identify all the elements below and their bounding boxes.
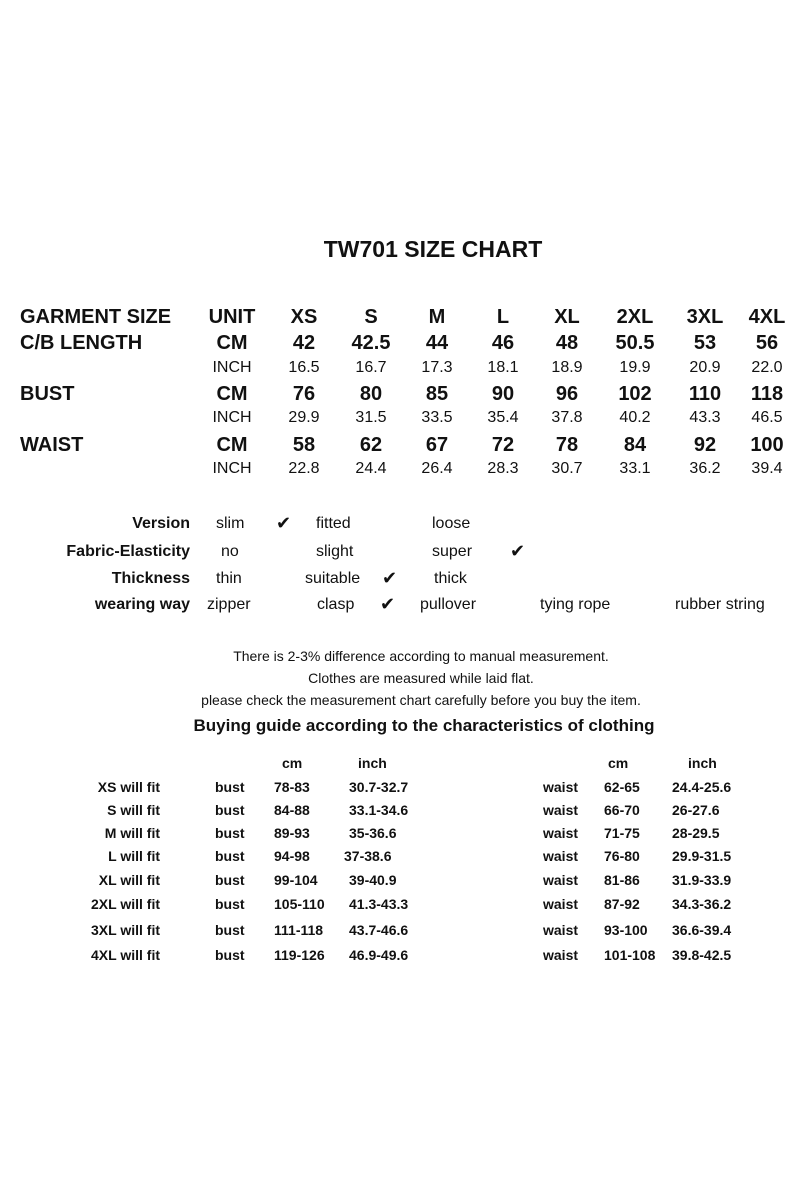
value-cell: 72 (491, 434, 515, 456)
check-icon: ✔ (382, 568, 398, 588)
guide-waist-inch: 39.8-42.5 (672, 947, 732, 963)
value-cell: 85 (425, 383, 449, 405)
guide-bust-label: bust (215, 848, 245, 864)
value-cell: 35.4 (487, 409, 519, 426)
value-cell: 28.3 (487, 460, 519, 477)
guide-bust-label: bust (215, 779, 245, 795)
guide-bust-label: bust (215, 872, 245, 888)
guide-waist-cm: 93-100 (604, 922, 648, 938)
value-cell: 22.8 (288, 460, 320, 477)
guide-size: S will fit (107, 802, 160, 818)
value-cell: 19.9 (619, 359, 651, 376)
note-measurement-difference: There is 2-3% difference according to manual measurement. (233, 648, 609, 664)
guide-bust-cm: 78-83 (274, 779, 310, 795)
guide-waist-label: waist (543, 779, 579, 795)
unit-cm: CM (216, 332, 248, 354)
guide-bust-label: bust (215, 802, 245, 818)
value-cell: 16.7 (355, 359, 387, 376)
guide-waist-inch: 36.6-39.4 (672, 922, 732, 938)
guide-waist-cm: 66-70 (604, 802, 640, 818)
unit-cm: CM (216, 383, 248, 405)
row-label-cb-length: C/B LENGTH (20, 332, 143, 354)
value-cell: 42.5 (351, 332, 391, 354)
value-cell: 33.1 (619, 460, 651, 477)
value-cell: 100 (750, 434, 784, 456)
guide-bust-inch: 46.9-49.6 (349, 947, 409, 963)
guide-waist-cm: 71-75 (604, 825, 640, 841)
guide-waist-label: waist (543, 802, 579, 818)
guide-waist-inch: 24.4-25.6 (672, 779, 732, 795)
guide-bust-cm: 84-88 (274, 802, 310, 818)
value-cell: 44 (425, 332, 449, 354)
guide-waist-inch: 34.3-36.2 (672, 896, 732, 912)
guide-bust-inch: 37-38.6 (344, 848, 392, 864)
guide-waist-label: waist (543, 922, 579, 938)
guide-waist-label: waist (543, 896, 579, 912)
guide-waist-cm: 62-65 (604, 779, 640, 795)
value-cell: 42 (292, 332, 316, 354)
value-cell: 30.7 (551, 460, 583, 477)
value-cell: 18.9 (551, 359, 583, 376)
value-cell: 96 (555, 383, 579, 405)
value-cell: 40.2 (619, 409, 651, 426)
value-cell: 80 (359, 383, 383, 405)
buying-guide-title: Buying guide according to the characteristics of clothing (193, 716, 655, 735)
guide-bust-cm: 111-118 (274, 922, 324, 938)
header-size-s: S (364, 306, 378, 328)
value-cell: 22.0 (751, 359, 783, 376)
header-size-xl: XL (554, 306, 580, 328)
value-cell: 92 (693, 434, 717, 456)
col-header-cm: cm (608, 755, 629, 771)
value-cell: 17.3 (421, 359, 453, 376)
char-label-version: Version (132, 515, 190, 532)
value-cell: 84 (623, 434, 647, 456)
guide-waist-cm: 87-92 (604, 896, 640, 912)
char-label-thickness: Thickness (111, 570, 190, 587)
guide-waist-inch: 31.9-33.9 (672, 872, 732, 888)
option-slight: slight (316, 543, 354, 560)
header-size-xs: XS (290, 306, 318, 328)
value-cell: 102 (618, 383, 652, 405)
value-cell: 78 (555, 434, 579, 456)
row-label-waist: WAIST (20, 434, 84, 456)
option-fitted: fitted (316, 515, 351, 532)
guide-waist-cm: 81-86 (604, 872, 640, 888)
header-unit: UNIT (208, 306, 256, 328)
value-cell: 118 (750, 383, 784, 405)
guide-size: XS will fit (97, 779, 160, 795)
option-super: super (432, 543, 473, 560)
value-cell: 31.5 (355, 409, 387, 426)
guide-waist-inch: 26-27.6 (672, 802, 720, 818)
check-icon: ✔ (380, 594, 396, 614)
check-icon: ✔ (510, 541, 526, 561)
value-cell: 18.1 (487, 359, 519, 376)
col-header-cm: cm (282, 755, 303, 771)
value-cell: 39.4 (751, 460, 783, 477)
value-cell: 26.4 (421, 460, 453, 477)
option-loose: loose (432, 515, 471, 532)
unit-inch: INCH (212, 460, 252, 477)
guide-bust-inch: 39-40.9 (349, 872, 397, 888)
guide-bust-label: bust (215, 825, 245, 841)
value-cell: 48 (555, 332, 579, 354)
note-laid-flat: Clothes are measured while laid flat. (308, 670, 534, 686)
header-size-2xl: 2XL (616, 306, 654, 328)
guide-bust-label: bust (215, 922, 245, 938)
guide-size: L will fit (108, 848, 160, 864)
option-clasp: clasp (317, 596, 355, 613)
value-cell: 24.4 (355, 460, 387, 477)
guide-waist-label: waist (543, 947, 579, 963)
value-cell: 90 (491, 383, 515, 405)
char-label-wearing-way: wearing way (94, 596, 190, 613)
guide-waist-cm: 101-108 (604, 947, 656, 963)
guide-size: 2XL will fit (91, 896, 160, 912)
value-cell: 76 (292, 383, 316, 405)
row-label-bust: BUST (20, 383, 75, 405)
value-cell: 62 (359, 434, 383, 456)
guide-waist-label: waist (543, 872, 579, 888)
col-header-inch: inch (688, 755, 717, 771)
unit-inch: INCH (212, 409, 252, 426)
option-thick: thick (434, 570, 467, 587)
guide-bust-inch: 43.7-46.6 (349, 922, 409, 938)
option-pullover: pullover (420, 596, 477, 613)
value-cell: 46.5 (751, 409, 783, 426)
option-thin: thin (216, 570, 242, 587)
guide-size: M will fit (104, 825, 160, 841)
option-slim: slim (216, 515, 245, 532)
guide-waist-cm: 76-80 (604, 848, 640, 864)
value-cell: 43.3 (689, 409, 721, 426)
guide-bust-label: bust (215, 896, 245, 912)
guide-bust-inch: 35-36.6 (349, 825, 397, 841)
col-header-inch: inch (358, 755, 387, 771)
option-zipper: zipper (207, 596, 251, 613)
option-rubber-string: rubber string (675, 596, 765, 613)
value-cell: 16.5 (288, 359, 320, 376)
guide-waist-inch: 29.9-31.5 (672, 848, 732, 864)
value-cell: 37.8 (551, 409, 583, 426)
guide-waist-label: waist (543, 848, 579, 864)
page-title: TW701 SIZE CHART (323, 236, 543, 262)
value-cell: 67 (425, 434, 449, 456)
value-cell: 58 (292, 434, 316, 456)
guide-bust-cm: 99-104 (274, 872, 318, 888)
header-size-4xl: 4XL (748, 306, 786, 328)
guide-size: 4XL will fit (91, 947, 160, 963)
check-icon: ✔ (276, 513, 292, 533)
value-cell: 46 (491, 332, 515, 354)
guide-bust-inch: 41.3-43.3 (349, 896, 409, 912)
option-suitable: suitable (305, 570, 361, 587)
header-size-3xl: 3XL (686, 306, 724, 328)
guide-bust-cm: 94-98 (274, 848, 310, 864)
value-cell: 53 (693, 332, 717, 354)
value-cell: 50.5 (615, 332, 655, 354)
option-no: no (221, 543, 239, 560)
guide-bust-cm: 105-110 (274, 896, 325, 912)
unit-cm: CM (216, 434, 248, 456)
value-cell: 56 (755, 332, 779, 354)
guide-bust-inch: 30.7-32.7 (349, 779, 409, 795)
note-check-chart: please check the measurement chart carefully before you buy the item. (201, 692, 641, 708)
value-cell: 110 (688, 383, 722, 405)
value-cell: 29.9 (288, 409, 320, 426)
value-cell: 33.5 (421, 409, 453, 426)
value-cell: 36.2 (689, 460, 721, 477)
unit-inch: INCH (212, 359, 252, 376)
header-size-l: L (496, 306, 510, 328)
header-garment-size: GARMENT SIZE (20, 306, 172, 328)
guide-size: 3XL will fit (91, 922, 160, 938)
header-size-m: M (428, 306, 446, 328)
guide-waist-inch: 28-29.5 (672, 825, 720, 841)
char-label-fabric-elasticity: Fabric-Elasticity (66, 543, 190, 560)
guide-size: XL will fit (98, 872, 160, 888)
guide-bust-cm: 119-126 (274, 947, 325, 963)
guide-bust-inch: 33.1-34.6 (349, 802, 409, 818)
guide-waist-label: waist (543, 825, 579, 841)
guide-bust-label: bust (215, 947, 245, 963)
option-tying-rope: tying rope (540, 596, 611, 613)
guide-bust-cm: 89-93 (274, 825, 310, 841)
value-cell: 20.9 (689, 359, 721, 376)
